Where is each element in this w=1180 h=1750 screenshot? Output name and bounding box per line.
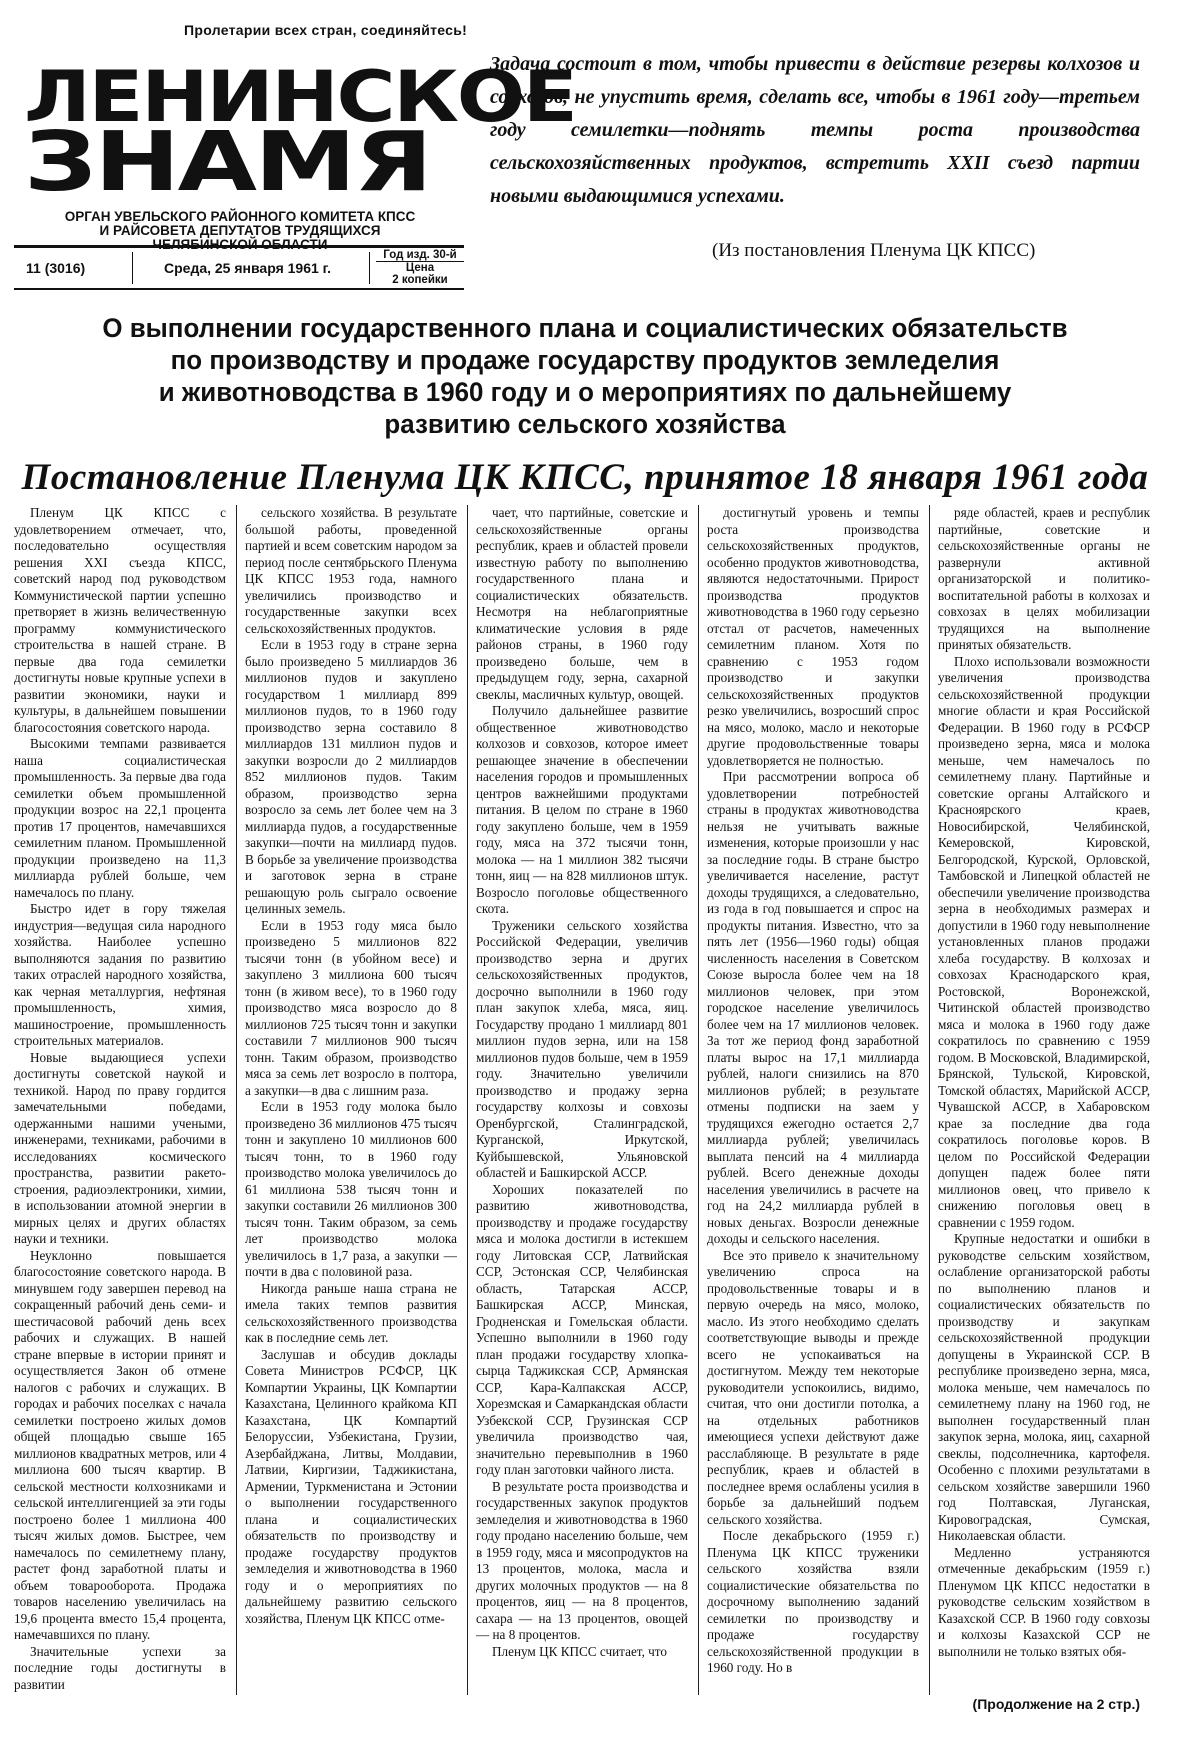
headline-line2: по производству и продаже государству продуктов земледелия (170, 345, 1000, 375)
article-column (14, 505, 226, 1695)
issue-info-bar (14, 245, 464, 290)
article-paragraph: Крупные недостатки и ошибки в руководстве сельским хозяйством, ослабление организаторской работы по выполнению планов и социалистических обязательств по производству и закупкам сельскохозяйственной продукции допущены в Украинской ССР. В республике произведено зерна, мяса, молока меньше, чем намечалось по семилетнему плану на 1960 год, не выполнен государственный план закупок зерна, молока, яиц, сахарной свеклы, подсолнечника, картофеля. Особенно с плохими результатами в сельском хозяйстве завершили 1960 год Полтавская, Луганская, Кировоградская, Сумская, Николаевская области. (938, 1231, 1150, 1543)
article-paragraph: Если в 1953 году молока было произведено 36 миллионов 475 тысяч тонн и закуплено 10 миллионов 600 тысяч тонн, то в 1960 году производство молока увеличилось до 61 миллиона 538 тысяч тонн и закупки составили 26 миллионов 300 тысяч тонн. Таким образом, за семь лет производство молока увеличилось в 1,7 раза, а закупки — почти в два с половиной раза. (245, 1099, 457, 1279)
newspaper-title-line2: ЗНАМЯ (24, 115, 431, 210)
article-paragraph: Новые выдающиеся успехи достигнуты советской наукой и техникой. Народ по праву гордится замечательными победами, одержанными нашими учеными, инженерами, техниками, рабочими в исследованиях космического пространства, развитии ракето-строения, радиоэлектроники, химии, в использовании атомной энергии в мирных целях и других областях науки и техники. (14, 1049, 226, 1246)
article-column (938, 505, 1150, 1695)
article-paragraph: достигнутый уровень и темпы роста производства сельскохозяйственных продуктов, особенно продуктов животноводства, являются недостаточными. Прирост производства продуктов животноводства в 1960 году серьезно отстал от расчетов, намеченных семилетним планом. Хотя по сравнению с 1953 годом производство и закупки сельскохозяйственных продуктов резко увеличились, возросший спрос на мясо, молоко, масло и некоторые другие продовольственные товары удовлетворяется не полностью. (707, 505, 919, 768)
article-paragraph: Получило дальнейшее развитие общественное животноводство колхозов и совхозов, которое имеет решающее значение в обеспечении населения городов и промышленных центров важнейшими продуктами питания. В целом по стране в 1960 году закуплено больше, чем в 1959 году, мяса на 372 тысячи тонн, молока — на 1 миллион 382 тысячи тонн, яиц — на 828 миллионов штук. Возросло поголовье общественного скота. (476, 703, 688, 916)
article-paragraph: Высокими темпами развивается наша социалистическая промышленность. За первые два года семилетки объем промышленной продукции возрос на 22,1 процента против 17 процентов, намечавшихся семилетним планом. Промышленной продукции произведено на 11,3 миллиарда рублей больше, чем намечалось по плану. (14, 736, 226, 900)
article-paragraph: Если в 1953 году мяса было произведено 5 миллионов 822 тысячи тонн (в убойном весе) и закуплено 3 миллиона 600 тысяч тонн (в живом весе), то в 1960 году производство мяса возросло до 8 миллионов 725 тысяч тонн и закупки составили 7 миллионов 900 тысяч тонн. Таким образом, производство мяса за семь лет возросло в полтора, а закупки—в два с лишним раза. (245, 917, 457, 1098)
headline-line3: и животноводства в 1960 году и о мероприятиях по дальнейшему (158, 377, 1012, 407)
article-paragraph: Пленум ЦК КПСС с удовлетворением отмечает, что, последовательно осуществляя решения XXI съезда КПСС, советский народ под руководством Коммунистической партии успешно претворяет в жизнь величественную программу коммунистического строительства в нашей стране. В первые два года семилетки достигнуты новые крупные успехи в развитии экономики, науки и культуры, в дальнейшем повышении благосостояния советского народа. (14, 505, 226, 735)
price-label: Цена (405, 262, 435, 274)
epigraph-quote: Задача состоит в том, чтобы привести в действие резервы колхозов и совхозов, не упустить время, сделать все, чтобы в 1961 году—третьем году семилетки—поднять темпы роста производства сельскохозяйственных продуктов, встретить XXII съезд партии новыми выдающимися успехами. (490, 53, 1140, 207)
article-paragraph: ряде областей, краев и республик партийные, советские и сельскохозяйственные органы не развернули активной организаторской и политико-воспитательной работы в колхозах и совхозах в целях мобилизации трудящихся на выполнение принятых обязательств. (938, 505, 1150, 652)
article-paragraph: При рассмотрении вопроса об удовлетворении потребностей страны в продуктах животноводства нельзя не учитывать важные изменения, которые произошли у нас за последние годы. В стране быстро увеличивается население, растут доходы трудящихся, а следовательно, из года в год повышается и спрос на продукты питания. Известно, что за пять лет (1956—1960 годы) общая численность населения в Советском Союзе выросла более чем на 18 миллионов человек, при этом городское население увеличилось более чем на 17 миллионов человек. За тот же период фонд заработной платы вырос на 17,1 миллиарда рублей, налоги снизились на 870 миллионов рублей; в результате отмены подписки на заем у трудящихся ежегодно остается 2,7 миллиарда рублей; увеличилась выплата пенсий на 4 миллиарда рублей. Всего денежные доходы населения увеличились в расчете на год на 24,2 миллиарда рублей в новых деньгах. Возросли денежные доходы и сельского населения. (707, 769, 919, 1246)
article-paragraph: Все это привело к значительному увеличению спроса на продовольственные товары и в первую очередь на мясо, молоко, масло. Из этого необходимо сделать соответствующие выводы и прежде всего не успокаиваться на достигнутом. Между тем некоторые руководители успокоились, видимо, считая, что они достигли потолка, а на отдельных работников имеющиеся успехи действуют даже расслабляюще. В результате в ряде республик, краев и областей в последнее время ослаблены усилия в борьбе за дальнейший подъем сельского хозяйства. (707, 1247, 919, 1527)
article-paragraph: Плохо использовали возможности увеличения производства сельскохозяйственной продукции многие области и края Российской Федерации. В 1960 году в РСФСР произведено зерна, мяса и молока меньше, чем намечалось по семилетнему плану. Партийные и советские органы Алтайского и Красноярского краев, Новосибирской, Челябинской, Кемеровской, Кировской, Белгородской, Курской, Орловской, Тамбовской и Липецкой областей не обеспечили увеличение производства зерна в необходимых размерах и допустили в 1960 году невыполнение установленных планов продажи хлеба государству. В колхозах и совхозах Краснодарского края, Ростовской, Воронежской, Читинской областей производство мяса и молока в 1960 году даже сократилось по сравнению с 1959 годом. В Московской, Владимирской, Брянской, Тульской, Кировской, Томской областях, Марийской АССР, Чувашской АССР, в Хабаровском крае за последние два года сократилось поголовье коров. В целом по Российской Федерации допущен падеж более пяти миллионов овец, что привело к снижению поголовья овец в сравнении с 1959 годом. (938, 653, 1150, 1230)
divider (132, 252, 133, 284)
article-paragraph: В результате роста производства и государственных закупок продуктов земледелия и животноводства в 1960 году продано населению больше, чем в 1959 году, мяса и мясопродуктов на 13 процентов, молока, масла и других молочных продуктов — на 8 процентов, яиц — на 8 процентов, сахара — на 13 процентов, овощей — на 8 процентов. (476, 1478, 688, 1642)
article-paragraph: чает, что партийные, советские и сельскохозяйственные органы республик, краев и областей провели известную работу по выполнению государственного плана и социалистических обязательств. Несмотря на неблагоприятные климатические условия в ряде районов страны, в 1960 году произведено больше, чем в предыдущем году, зерна, сахарной свеклы, масличных культур, овощей. (476, 505, 688, 702)
article-column (476, 505, 688, 1695)
newspaper-title-line1: ЛЕНИНСКОЕ (24, 56, 576, 138)
column-divider (236, 505, 237, 1695)
article-column (707, 505, 919, 1695)
slogan: Пролетарии всех стран, соединяйтесь! (184, 22, 468, 38)
column-divider (929, 505, 930, 1695)
divider (369, 252, 370, 284)
publisher-line1: ОРГАН УВЕЛЬСКОГО РАЙОННОГО КОМИТЕТА КПСС (64, 209, 416, 224)
article-paragraph: Неуклонно повышается благосостояние советского народа. В минувшем году завершен перевод на сокращенный рабочий день семи- и шестичасовой рабочий день всех рабочих и служащих. В нашей стране впервые в истории принят и осуществляется Закон об отмене налогов с рабочих и служащих. В городах и рабочих поселках с начала семилетки построено жилых домов общей площадью свыше 165 миллионов квадратных метров, или 4 миллиона 600 тысяч квартир. В сельской местности колхозниками и сельской интеллигенцией за эти годы построено более 1 миллиона 400 тысяч жилых домов. Быстрее, чем намечалось по семилетнему плану, растет фонд заработной платы и объем товарооборота. Продажа товаров населению увеличилась на 19,6 процента вместо 15,4 процента, намечавшихся по плану. (14, 1247, 226, 1642)
column-divider (467, 505, 468, 1695)
column-divider (698, 505, 699, 1695)
article-paragraph: Заслушав и обсудив доклады Совета Министров РСФСР, ЦК Компартии Украины, ЦК Компартии Казахстана, Целинного крайкома КП Казахстана, ЦК Компартий Белоруссии, Узбекистана, Грузии, Азербайджана, Литвы, Молдавии, Латвии, Киргизии, Таджикистана, Армении, Туркменистана и Эстонии о выполнении государственного плана и социалистических обязательств по производству и продаже государству продуктов земледелия и животноводства в 1960 году и о мероприятиях по дальнейшему развитию сельского хозяйства, Пленум ЦК КПСС отме- (245, 1346, 457, 1626)
headline-line1: О выполнении государственного плана и социалистических обязательств (102, 313, 1068, 343)
article-paragraph: Медленно устраняются отмеченные декабрьским (1959 г.) Пленумом ЦК КПСС недостатки в руководстве сельским хозяйством в Казахской ССР. В 1960 году совхозы и колхозы Казахской ССР не выполнили не только взятых обя- (938, 1544, 1150, 1659)
issue-number: 11 (3016) (26, 260, 86, 276)
publisher-line2: И РАЙСОВЕТА ДЕПУТАТОВ ТРУДЯЩИХСЯ (99, 223, 381, 238)
epigraph-source: (Из постановления Пленума ЦК КПСС) (712, 240, 1036, 261)
article-column (245, 505, 457, 1695)
article-paragraph: Никогда раньше наша страна не имела таких темпов развития сельскохозяйственного производства как в последние семь лет. (245, 1280, 457, 1345)
article-paragraph: Труженики сельского хозяйства Российской Федерации, увеличив производство зерна и других сельскохозяйственных продуктов, досрочно выполнили в 1960 году план закупок хлеба, мяса, яиц. Государству продано 1 миллиард 801 миллион пудов зерна, или на 158 миллионов пудов больше, чем в 1959 году. Значительно увеличили производство и продажу зерна государству колхозы и совхозы Оренбургской, Сталинградской, Курганской, Иркутской, Куйбышевской, Ульяновской областей и Башкирской АССР. (476, 917, 688, 1180)
publication-year: Год изд. 30-й (376, 249, 464, 262)
subheadline: Постановление Пленума ЦК КПСС, принятое 18 января 1961 года (21, 457, 1149, 498)
article-paragraph: Пленум ЦК КПСС считает, что (492, 1643, 667, 1659)
headline (43, 312, 1128, 440)
article-paragraph: Значительные успехи за последние годы достигнуты в развитии (14, 1643, 226, 1692)
price: 2 копейки (392, 274, 448, 286)
year-price-box (376, 249, 464, 286)
publisher-line3: ЧЕЛЯБИНСКОЙ ОБЛАСТИ (152, 237, 328, 252)
article-paragraph: Если в 1953 году в стране зерна было произведено 5 миллиардов 36 миллионов пудов и закуплено государством 1 миллиард 899 миллионов пудов, то в 1960 году производство зерна составило 8 миллиардов 131 миллион пудов и закупки возросли до 2 миллиардов 852 миллионов пудов. Таким образом, производство зерна возросло за семь лет более чем на 3 миллиарда пудов, а государственные закупки—почти на миллиард пудов. В борьбе за увеличение производства и заготовок зерна в стране решающую роль сыграло освоение целинных земель. (245, 637, 457, 916)
article-columns (14, 505, 1150, 1695)
article-paragraph: сельского хозяйства. В результате большой работы, проведенной партией и всем советским народом за период после сентябрьского Пленума ЦК КПСС 1953 года, намного увеличились производство и государственные закупки всех сельскохозяйственных продуктов. (245, 505, 457, 636)
continuation-note: (Продолжение на 2 стр.) (972, 1696, 1140, 1712)
headline-line4: развитию сельского хозяйства (384, 409, 786, 439)
issue-date: Среда, 25 января 1961 г. (164, 260, 331, 276)
article-paragraph: Быстро идет в гору тяжелая индустрия—ведущая сила народного хозяйства. Наиболее успешно выполняются задания по развитию таких отраслей народного хозяйства, как черная металлургия, нефтяная промышленность, химия, машиностроение, промышленность строительных материалов. (14, 901, 226, 1048)
article-paragraph: Хороших показателей по развитию животноводства, производству и продаже государству мяса и молока достигли в истекшем году Литовская ССР, Латвийская ССР, Эстонская ССР, Челябинская область, Татарская АССР, Башкирская АССР, Минская, Гродненская и Гомельская области. Успешно выполнили в 1960 году план продажи государству хлопка-сырца Таджикская ССР, Армянская ССР, Кара-Калпакская АССР, Хорезмская и Самаркандская области Узбекской ССР, Грузинская ССР увеличила производство чая, значительно перевыполнив в 1960 году план заготовки чайного листа. (476, 1181, 688, 1477)
article-paragraph: После декабрьского (1959 г.) Пленума ЦК КПСС труженики сельского хозяйства взяли социалистические обязательства по досрочному выполнению заданий семилетки по производству и продаже государству сельскохозяйственной продукции в 1960 году. Но в (707, 1528, 919, 1675)
